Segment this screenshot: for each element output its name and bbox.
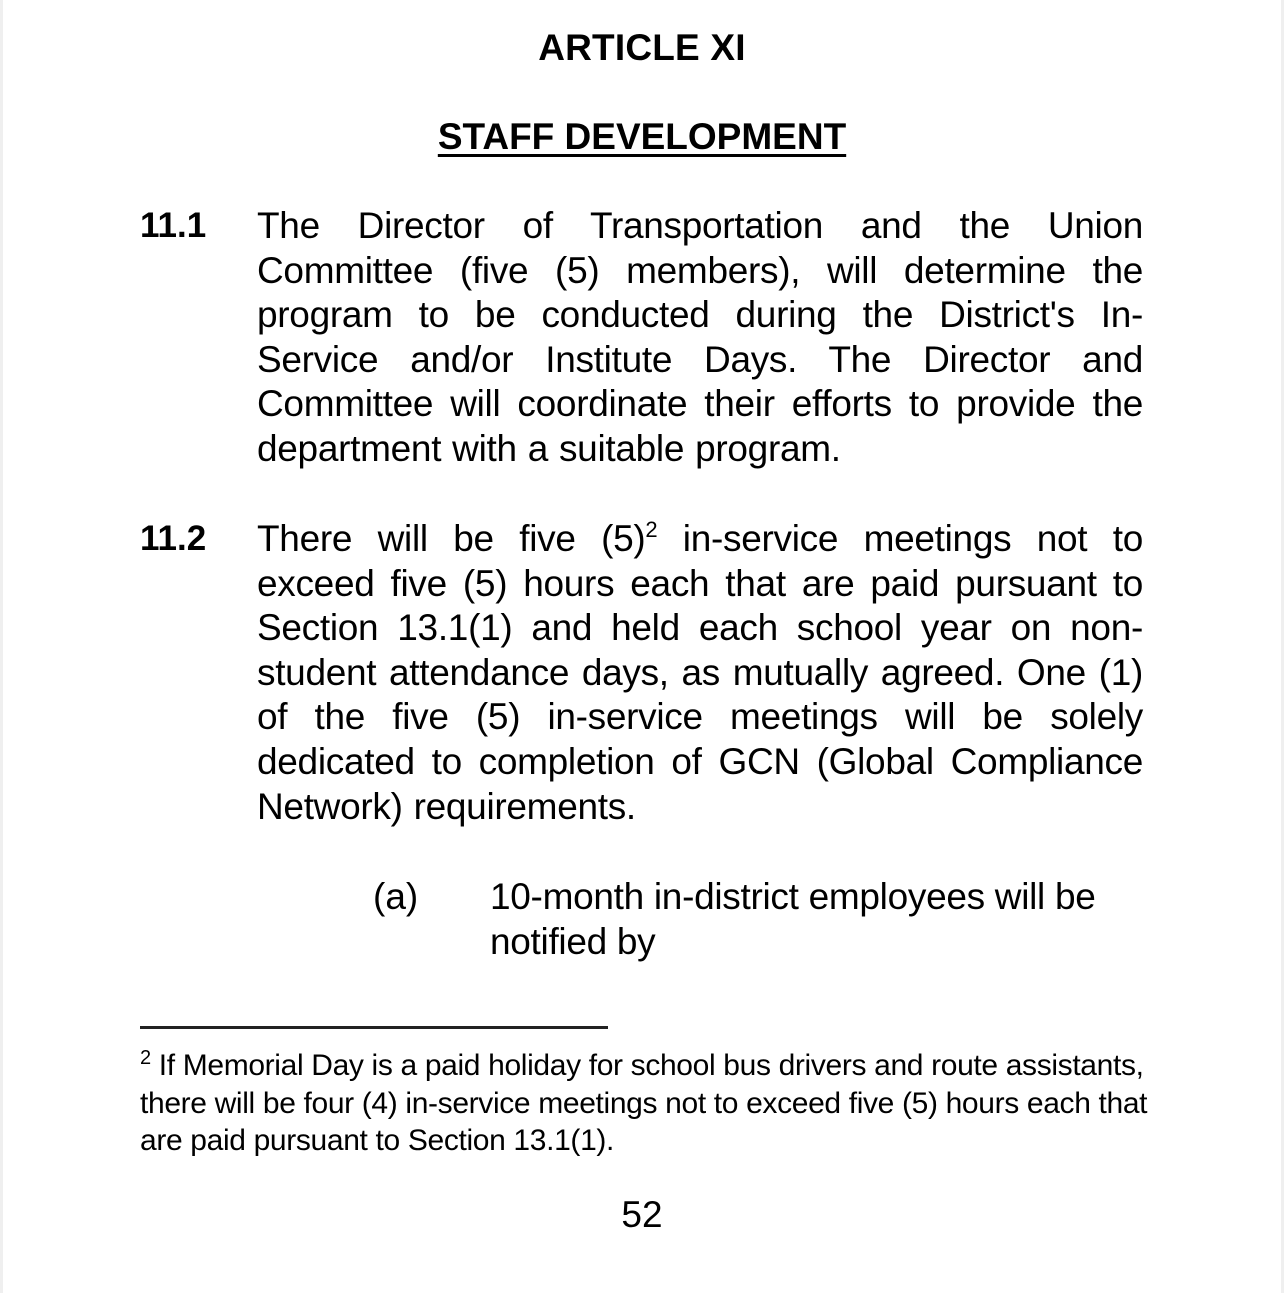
section-text: The Director of Transportation and the Union Committee (five (5) members), will determine the program to be conducted during the District's In-Service and/or Institute Days. The Director and Committee will coordinate their efforts to provide the department with a suitable program. xyxy=(257,205,1143,469)
section-text-after-note: in-service meetings not to exceed five (5) hours each that are paid pursuant to Section 13.1(1) and held each school year on non-student attendance days, as mutually agreed. One (1) of the five (5) in-service meetings will be solely dedicated to completion of GCN (Global Compliance Network) requirements. xyxy=(257,518,1143,827)
footnote-marker: 2 xyxy=(140,1047,151,1069)
article-title-text: STAFF DEVELOPMENT xyxy=(437,116,847,157)
subsection-a xyxy=(373,875,1143,964)
section-11-2 xyxy=(140,517,1143,829)
article-heading: ARTICLE XI xyxy=(538,27,746,68)
footnote-reference[interactable]: 2 xyxy=(645,517,658,542)
article-title xyxy=(3,115,1281,159)
section-text xyxy=(257,517,1143,829)
subsection-text: 10-month in-district employees will be notified by xyxy=(490,876,1096,962)
subsection-label: (a) xyxy=(373,876,419,917)
section-number: 11.2 xyxy=(140,519,207,558)
footnote-text: If Memorial Day is a paid holiday for school bus drivers and route assistants, there will be four (4) in-service meetings not to exceed five (5) hours each that are paid pursuant to Section 13.1(1). xyxy=(140,1049,1148,1157)
page-number: 52 xyxy=(621,1194,663,1235)
section-number: 11.1 xyxy=(140,206,207,245)
footnote xyxy=(140,1047,1150,1160)
footnote-divider xyxy=(140,1026,608,1029)
document-page xyxy=(3,0,1281,1293)
section-text-before-note: There will be five (5) xyxy=(257,518,646,559)
section-11-1 xyxy=(140,204,1143,472)
